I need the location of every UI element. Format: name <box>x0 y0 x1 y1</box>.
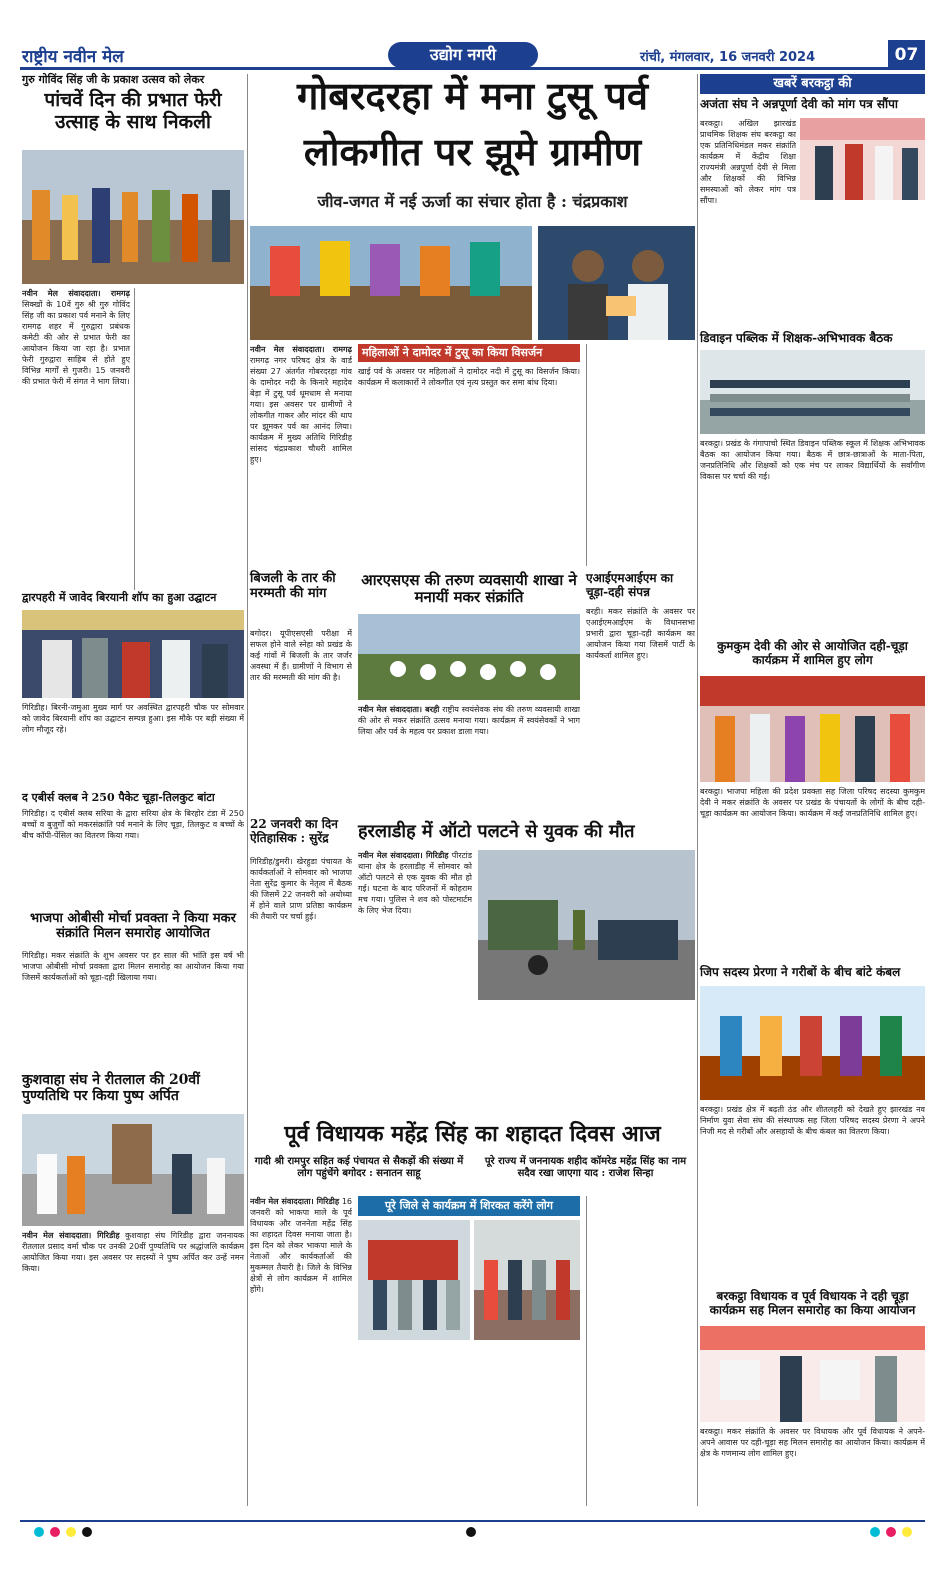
rss-photo <box>358 614 580 700</box>
jip-body: बरकट्ठा। प्रखंड क्षेत्र में बढ़ती ठंड और शीतलहरी को देखते हुए झारखंड नव निर्माण युवा सेवा संघ की संस्थापक सह जिला परिषद सदस्य प्रेरणा ने अपने निजी मद से गरीबों और असहायों के बीच कंबल का वितरण किया। <box>700 1105 925 1136</box>
biryani-photo <box>22 610 244 698</box>
rss-body: राष्ट्रीय स्वयंसेवक संघ की तरुण व्यवसायी शाखा की ओर से मकर संक्रांति उत्सव मनाया गया। कार्यक्रम में स्वयंसेवकों ने भाग लिया और पर्व के महत्व पर प्रकाश डाला गया। <box>358 705 580 736</box>
visarjan-inset-body: खाई पर्व के अवसर पर महिलाओं ने दामोदर नदी में टुसू का विसर्जन किया। कार्यक्रम में कलाकारों ने लोकगीत एवं नृत्य प्रस्तुत कर समा बांध दिया। <box>358 367 580 387</box>
main-body: रामगढ़ नगर परिषद क्षेत्र के वार्ड संख्या 27 अंतर्गत गोबरदरहा गांव के दामोदर नदी के किनारे महादेव बेड़ा में टुसू पर्व धूमधाम से मनाया गया। इस अवसर पर ग्रामीणों ने लोकगीत गाकर और मांदर की थाप पर झूमकर पर्व का आनंद लिया। कार्यक्रम में मुख्य अतिथि गिरिडीह सांसद चंद्रप्रकाश चौधरी शामिल हुए। <box>250 356 352 464</box>
jip-headline: जिप सदस्य प्रेरणा ने गरीबों के बीच बांटे कंबल <box>700 965 901 979</box>
ebirs-body: गिरिडीह। द एबीर्स क्लब सरिया के द्वारा सरिया क्षेत्र के बिरहोर टंडा में 250 बच्चों व बुजुर्गों को मकरसंक्रांति पर्व मनाने के लिए चूड़ा, तिलकुट व बच्चों के बीच कॉपी-पेंसिल का वितरण किया गया। <box>22 809 244 840</box>
mahendra-subhead-left: गादी श्री रामपुर सहित कई पंचायत से सैकड़ों की संख्या में लोग पहुंचेंगे बगोदर : सनातन साहू <box>254 1156 464 1179</box>
registration-dot <box>870 1527 880 1537</box>
main-headline-line1: गोबरदरहा में मना टुसू पर्व <box>296 73 649 118</box>
accident-byline: नवीन मेल संवाददाता। गिरिडीह <box>358 851 449 860</box>
registration-dot <box>82 1527 92 1537</box>
divine-photo <box>700 350 925 434</box>
kushwaha-headline: कुशवाहा संघ ने रीतलाल की 20वीं पुण्यतिथि पर किया पुष्प अर्पित <box>22 1072 200 1105</box>
aim-headline: एआईएमआईएम का चूड़ा-दही संपन्न <box>586 571 674 599</box>
main-headline-line2: लोकगीत पर झूमे ग्रामीण <box>303 129 642 174</box>
tusu-festival-photo <box>250 226 532 340</box>
registration-dot <box>66 1527 76 1537</box>
mahendra-subhead-right: पूरे राज्य में जननायक शहीद कॉमरेड महेंद्र सिंह का नाम सदैव रखा जाएगा याद : राजेश सिन्हा <box>484 1156 687 1179</box>
main-byline: नवीन मेल संवाददाता। रामगढ़ <box>250 345 352 354</box>
divine-body: बरकट्ठा। प्रखंड के गंगापाचो स्थित डिवाइन पब्लिक स्कूल में शिक्षक अभिभावक बैठक का आयोजन किया गया। बैठक में छात्र-छात्राओं के माता-पिता, जनप्रतिनिधि और शिक्षकों को एक मंच पर लाकर विद्यार्थियों के सर्वांगीण विकास पर चर्चा की गई। <box>700 439 925 481</box>
section-tab: उद्योग नगरी <box>388 42 538 68</box>
bjp-obc-headline: भाजपा ओबीसी मोर्चा प्रवक्ता ने किया मकर संक्रांति मिलन समारोह आयोजित <box>30 911 236 941</box>
barkattha-mla-body: बरकट्ठा। मकर संक्रांति के अवसर पर विधायक और पूर्व विधायक ने अपने-अपने आवास पर दही-चूड़ा सह मिलन समारोह का आयोजन किया। कार्यक्रम में क्षेत्र के गणमान्य लोग शामिल हुए। <box>700 1427 925 1458</box>
mahendra-body: 16 जनवरी को भाकपा माले के पूर्व विधायक और जननेता महेंद्र सिंह का शहादत दिवस मनाया जाता है। इस दिन को लेकर भाकपा माले के नेताओं और कार्यकर्ताओं की मुकम्मल तैयारी है। जिले के विभिन्न क्षेत्रों से लोग कार्यक्रम में शामिल होंगे। <box>250 1197 352 1294</box>
mahendra-body-right <box>586 1196 695 1506</box>
main-subhead: जीव-जगत में नई ऊर्जा का संचार होता है : चंद्रप्रकाश <box>317 192 628 211</box>
mahendra-headline: पूर्व विधायक महेंद्र सिंह का शहादत दिवस आज <box>284 1121 661 1147</box>
jip-blanket-photo <box>700 986 925 1100</box>
visarjan-inset-headline: महिलाओं ने दामोदर में टुसू का किया विसर्जन <box>358 344 580 362</box>
kushwaha-photo <box>22 1114 244 1226</box>
accident-photo <box>478 850 695 1000</box>
bijli-body: बगोदर। यूपीएसएसी परीक्षा में सफल होने वाले स्नेहा को प्रखंड के कई गांवों में बिजली के तार जर्जर अवस्था में हैं। ग्रामीणों ने विभाग से तार की मरम्मती की मांग की है। <box>250 629 352 682</box>
kumkum-body: बरकट्ठा। भाजपा महिला की प्रदेश प्रवक्ता सह जिला परिषद सदस्या कुमकुम देवी ने मकर संक्रांति के अवसर पर प्रखंड के पंचायतों के लोगों के बीच दही-चूड़ा कार्यक्रम का आयोजन किया। कार्यक्रम में कई जनप्रतिनिधि शामिल हुए। <box>700 787 925 818</box>
jan22-body: गिरिडीह/डुमरी। खेरहुडा पंचायत के कार्यकर्ताओं ने सोमवार को भाजपा नेता सुरेंद्र कुमार के नेतृत्व में बैठक की जिसमें 22 जनवरी को अयोध्या में होने वाले प्राण प्रतिष्ठा कार्यक्रम की तैयारी पर चर्चा हुई। <box>250 857 352 921</box>
barkattha-box-title: खबरें बरकट्ठा की <box>700 74 925 94</box>
kushwaha-byline: नवीन मेल संवाददाता। गिरिडीह <box>22 1231 120 1240</box>
biryani-body: गिरिडीह। बिरनी-जमुआ मुख्य मार्ग पर अवस्थित द्वारपहरी चौक पर सोमवार को जावेद बिरयानी शॉप का उद्घाटन सम्पन्न हुआ। इस मौके पर बड़ी संख्या में लोग मौजूद रहे। <box>22 703 244 734</box>
kumkum-headline: कुमकुम देवी की ओर से आयोजित दही-चूड़ा कार्यक्रम में शामिल हुए लोग <box>717 639 908 667</box>
registration-dot <box>466 1527 476 1537</box>
bijli-headline: बिजली के तार की मरम्मती की मांग <box>250 571 336 601</box>
barkattha-mla-photo <box>700 1326 925 1422</box>
mahendra-photo-2 <box>474 1220 580 1340</box>
kumkum-photo <box>700 676 925 782</box>
ebirs-headline: द एबीर्स क्लब ने 250 पैकेट चूड़ा-तिलकुट बांटा <box>22 791 215 804</box>
accident-body-cont <box>478 1004 695 1116</box>
registration-dot <box>50 1527 60 1537</box>
barkattha-mla-headline: बरकट्ठा विधायक व पूर्व विधायक ने दही चूड़ा कार्यक्रम सह मिलन समारोह का किया आयोजन <box>709 1289 916 1317</box>
chandraprakash-photo <box>538 226 695 340</box>
rss-byline: नवीन मेल संवाददाता। बरही <box>358 705 440 714</box>
ajanta-headline: अजंता संघ ने अन्नपूर्णा देवी को मांग पत्र सौंपा <box>700 97 899 111</box>
paper-name: राष्ट्रीय नवीन मेल <box>22 47 124 67</box>
mahendra-body-cont <box>358 1344 580 1504</box>
accident-headline: हरलाडीह में ऑटो पलटने से युवक की मौत <box>358 821 635 842</box>
gurpurab-byline: नवीन मेल संवाददाता। रामगढ़ <box>22 289 130 298</box>
ajanta-photo <box>800 118 925 200</box>
bjp-obc-body: गिरिडीह। मकर संक्रांति के शुभ अवसर पर हर साल की भांति इस वर्ष भी भाजपा ओबीसी मोर्चा प्रवक्ता द्वारा मिलन समारोह का आयोजन किया गया जिसमें कार्यकर्ताओं को चूड़ा-दही खिलाया गया। <box>22 951 244 982</box>
main-body-cont <box>586 344 695 566</box>
page-number: 07 <box>888 40 925 70</box>
mahendra-inset-headline: पूरे जिले से कार्यक्रम में शिरकत करेंगे लोग <box>358 1196 580 1216</box>
ajanta-body: बरकट्ठा। अखिल झारखंड प्राथमिक शिक्षक संघ बरकट्ठा का एक प्रतिनिधिमंडल मकर संक्रांति कार्यक्रम में केंद्रीय शिक्षा राज्यमंत्री अन्नपूर्णा देवी से मिला और शिक्षकों की विभिन्न समस्याओं को लेकर मांग पत्र सौंपा। <box>700 119 796 205</box>
biryani-headline: द्वारपहरी में जावेद बिरयानी शॉप का हुआ उद्घाटन <box>22 591 217 604</box>
rss-headline: आरएसएस की तरुण व्यवसायी शाखा ने मनायीं मकर संक्रांति <box>361 571 577 607</box>
column-rule <box>247 74 248 1506</box>
registration-dot <box>902 1527 912 1537</box>
gurpurab-headline: पांचवें दिन की प्रभात फेरी उत्साह के साथ निकली <box>44 89 222 133</box>
aim-body: बरही। मकर संक्रांति के अवसर पर एआईएमआईएम के विधानसभा प्रभारी द्वारा चूड़ा-दही कार्यक्रम का आयोजन किया गया जिसमें पार्टी के कार्यकर्ता शामिल हुए। <box>586 607 695 660</box>
divine-headline: डिवाइन पब्लिक में शिक्षक-अभिभावक बैठक <box>700 331 893 345</box>
registration-dot <box>886 1527 896 1537</box>
registration-dot <box>34 1527 44 1537</box>
dateline: रांची, मंगलवार, 16 जनवरी 2024 <box>640 50 816 65</box>
gurpurab-body-cont <box>134 288 244 590</box>
mahendra-byline: नवीन मेल संवाददाता। गिरिडीह <box>250 1197 340 1206</box>
accident-body: पीरटांड थाना क्षेत्र के हरलाडीह में सोमवार को ऑटो पलटने से एक युवक की मौत हो गई। घटना के बाद परिजनों में कोहराम मच गया। पुलिस ने शव को पोस्टमार्टम के लिए भेज दिया। <box>358 851 472 915</box>
kushwaha-body: कुशवाहा संघ गिरिडीह द्वारा जननायक रीतलाल प्रसाद वर्मा चौक पर उनकी 20वीं पुण्यतिथि पर श्रद्धांजलि कार्यक्रम आयोजित किया गया। इस अवसर पर सदस्यों ने पुष्प अर्पित कर उन्हें नमन किया। <box>22 1231 244 1273</box>
procession-photo <box>22 150 244 284</box>
mahendra-photo-1 <box>358 1220 470 1340</box>
column-rule <box>697 74 698 1506</box>
jan22-headline: 22 जनवरी का दिन ऐतिहासिक : सुरेंद्र <box>250 817 338 845</box>
gurpurab-body: सिक्खों के 10वें गुरु श्री गुरु गोविंद सिंह जी का प्रकाश पर्व मनाने के लिए रामगढ़ शहर में गुरुद्वारा प्रबंधक कमेटी की ओर से प्रभात फेरी का आयोजन किया जा रहा है। प्रभात फेरी गुरुद्वारा साहिब से होते हुए विभिन्न मार्गों से गुजरी। 15 जनवरी की प्रभात फेरी में संगत ने भाग लिया। <box>22 300 130 386</box>
gurpurab-kicker: गुरु गोविंद सिंह जी के प्रकाश उत्सव को लेकर <box>22 73 205 86</box>
